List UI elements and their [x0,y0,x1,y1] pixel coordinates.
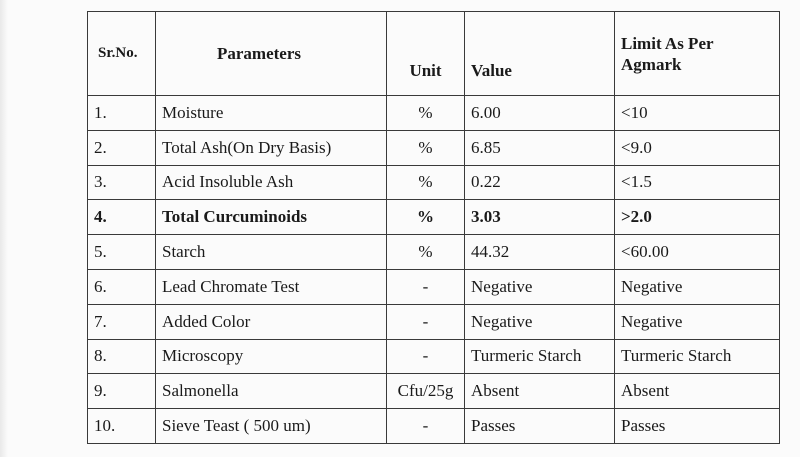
row-sr-no: 5. [88,235,156,270]
table-row [88,96,780,131]
row-unit: - [387,339,465,374]
row-sr-no: 10. [88,409,156,444]
row-sr-no: 8. [88,339,156,374]
table-row [88,200,780,235]
test-results-table [87,11,780,444]
row-limit: <60.00 [615,235,780,270]
table-row [88,304,780,339]
row-parameter: Microscopy [156,339,387,374]
row-unit: % [387,96,465,131]
header-limit-line1: Limit As Per [621,33,714,53]
table-header-row [88,12,780,96]
row-limit: Negative [615,304,780,339]
row-limit: Absent [615,374,780,409]
row-unit: - [387,269,465,304]
row-parameter: Moisture [156,96,387,131]
row-unit: % [387,130,465,165]
row-value: 6.85 [465,130,615,165]
table-row [88,165,780,200]
table-row [88,269,780,304]
header-parameters: Parameters [156,12,387,96]
row-sr-no: 7. [88,304,156,339]
row-limit: <10 [615,96,780,131]
row-sr-no: 6. [88,269,156,304]
header-sr-no: Sr.No. [88,12,156,96]
row-value: 6.00 [465,96,615,131]
row-limit: Negative [615,269,780,304]
row-limit: Passes [615,409,780,444]
row-unit: % [387,165,465,200]
header-value: Value [465,12,615,96]
row-value: Turmeric Starch [465,339,615,374]
row-sr-no: 2. [88,130,156,165]
header-unit: Unit [387,12,465,96]
row-value: 44.32 [465,235,615,270]
row-parameter: Sieve Teast ( 500 um) [156,409,387,444]
table-row [88,130,780,165]
table-row [88,339,780,374]
row-parameter: Salmonella [156,374,387,409]
row-sr-no: 9. [88,374,156,409]
row-value: Negative [465,304,615,339]
row-parameter: Lead Chromate Test [156,269,387,304]
row-unit: Cfu/25g [387,374,465,409]
row-value: Negative [465,269,615,304]
row-parameter: Total Curcuminoids [156,200,387,235]
row-value: 3.03 [465,200,615,235]
table-row [88,235,780,270]
row-unit: - [387,304,465,339]
row-parameter: Added Color [156,304,387,339]
row-limit: Turmeric Starch [615,339,780,374]
row-parameter: Total Ash(On Dry Basis) [156,130,387,165]
row-limit: <9.0 [615,130,780,165]
row-limit: <1.5 [615,165,780,200]
row-sr-no: 3. [88,165,156,200]
table-row [88,409,780,444]
row-unit: % [387,200,465,235]
header-limit [615,12,780,96]
row-value: 0.22 [465,165,615,200]
paper-edge-shadow [0,0,8,457]
row-parameter: Starch [156,235,387,270]
row-sr-no: 1. [88,96,156,131]
row-limit: >2.0 [615,200,780,235]
row-value: Absent [465,374,615,409]
table-row [88,374,780,409]
row-parameter: Acid Insoluble Ash [156,165,387,200]
row-sr-no: 4. [88,200,156,235]
row-unit: % [387,235,465,270]
row-unit: - [387,409,465,444]
row-value: Passes [465,409,615,444]
header-limit-line2: Agmark [621,54,682,74]
